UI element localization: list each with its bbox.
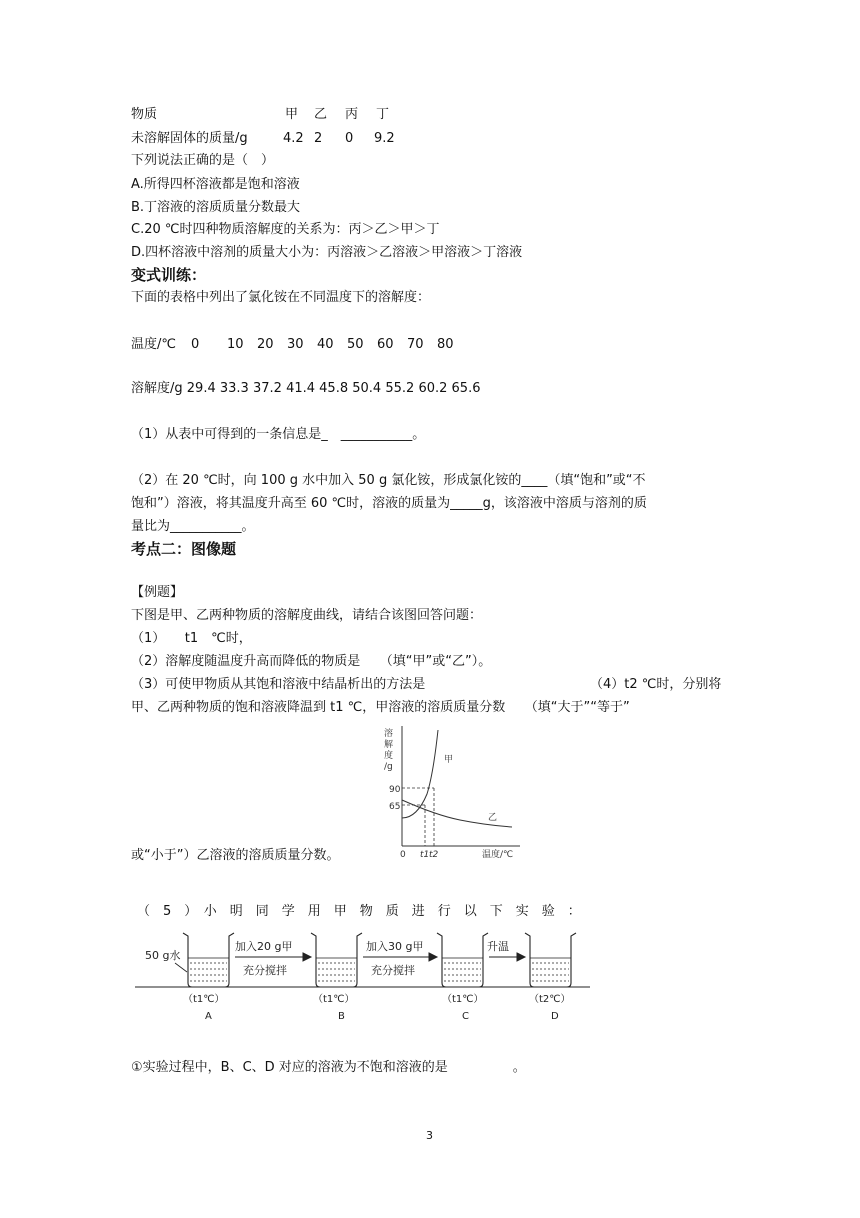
page-number: 3	[426, 1129, 433, 1142]
beaker-d-temp: （t2℃）	[529, 994, 571, 1005]
option-c: C.20 ℃时四种物质溶解度的关系为：丙＞乙＞甲＞丁	[131, 222, 440, 237]
table-1-header-cell: 丁	[376, 107, 390, 122]
y-tick-90: 90	[389, 785, 401, 795]
variant-q2-line3: 量比为___________。	[131, 519, 255, 534]
beaker-c-label: C	[462, 1011, 469, 1022]
sol-cell: 50.4	[352, 381, 382, 396]
section-2-q5-sub1: ①实验过程中，B、C、D 对应的溶液为不饱和溶液的是 。	[131, 1060, 526, 1075]
section-2-q4-line2: 甲、乙两种物质的饱和溶液降温到 t1 ℃，甲溶液的溶质质量分数 （填“大于”“等于”	[131, 700, 630, 715]
section-2-q5: （ 5 ） 小 明 同 学 用 甲 物 质 进 行 以 下 实 验 ：	[137, 904, 581, 919]
curve-b-label: 乙	[488, 813, 498, 823]
beaker-a	[183, 933, 234, 987]
step-1-bottom: 充分搅拌	[243, 964, 287, 977]
section-2-q3: （3）可使甲物质从其饱和溶液中结晶析出的方法是	[131, 677, 426, 692]
beaker-c	[437, 933, 488, 987]
section-2-q2: （2）溶解度随温度升高而降低的物质是 （填“甲”或“乙”）。	[131, 654, 492, 669]
variant-q2-line2: 饱和”）溶液，将其温度升高至 60 ℃时，溶液的质量为_____g，该溶液中溶质与溶剂的质	[131, 496, 647, 511]
beaker-a-label: A	[205, 1011, 212, 1022]
variant-intro: 下面的表格中列出了氯化铵在不同温度下的溶解度：	[131, 290, 431, 305]
x-axis-label: 温度/℃	[482, 850, 514, 860]
temp-cell: 0	[191, 337, 200, 352]
sol-cell: 41.4	[286, 381, 316, 396]
solubility-row-label: 溶解度/g	[131, 381, 183, 396]
option-a: A.所得四杯溶液都是饱和溶液	[131, 177, 300, 192]
table-1-header-cell: 甲	[285, 107, 299, 122]
section-2-heading: 考点二：图像题	[131, 540, 237, 558]
solubility-row	[131, 380, 480, 398]
variant-heading: 变式训练：	[131, 266, 207, 284]
y-label-char: 度	[384, 751, 394, 761]
y-label-char: /g	[384, 762, 393, 772]
step-1-top: 加入20 g甲	[235, 940, 293, 953]
y-label-char: 溶	[384, 729, 394, 739]
x-tick-t1: t1	[420, 850, 430, 860]
variant-q2-line1: （2）在 20 ℃时，向 100 g 水中加入 50 g 氯化铵，形成氯化铵的____（填“饱和”或“不	[131, 473, 646, 488]
temp-cell: 60	[377, 337, 394, 352]
section-2-q1: （1） t1 ℃时，	[131, 631, 252, 646]
step-3-top: 升温	[487, 940, 509, 953]
beaker-b	[311, 933, 362, 987]
temp-cell: 70	[407, 337, 424, 352]
y-label-char: 解	[384, 740, 394, 750]
step-2-bottom: 充分搅拌	[371, 964, 415, 977]
option-d: D.四杯溶液中溶剂的质量大小为：丙溶液＞乙溶液＞甲溶液＞丁溶液	[131, 245, 523, 260]
table-1-header-cell: 乙	[314, 107, 328, 122]
sol-cell: 37.2	[252, 381, 282, 396]
curve-a-label: 甲	[444, 755, 454, 765]
question-prompt: 下列说法正确的是（ ）	[131, 153, 275, 168]
section-2-q4-line3: 或“小于”）乙溶液的溶质质量分数。	[131, 848, 340, 863]
temp-cell: 30	[287, 337, 304, 352]
sol-cell: 45.8	[319, 381, 349, 396]
temp-cell: 20	[257, 337, 274, 352]
temp-row	[131, 336, 467, 354]
option-b: B.丁溶液的溶质质量分数最大	[131, 200, 301, 215]
beaker-d	[525, 933, 576, 987]
sol-cell: 29.4	[186, 381, 216, 396]
table-1-cell: 4.2	[283, 131, 304, 146]
experiment-diagram	[135, 925, 595, 1025]
example-label: 【例题】	[131, 585, 184, 600]
temp-cell: 40	[317, 337, 334, 352]
sol-cell: 55.2	[385, 381, 415, 396]
beaker-d-label: D	[551, 1011, 559, 1022]
sol-cell: 65.6	[451, 381, 481, 396]
temp-cell: 80	[437, 337, 454, 352]
y-tick-65: 65	[389, 802, 401, 812]
table-1-cell: 9.2	[374, 131, 395, 146]
x-origin: 0	[400, 850, 406, 860]
section-2-intro: 下图是甲、乙两种物质的溶解度曲线，请结合该图回答问题：	[131, 608, 483, 623]
table-1-row-label: 未溶解固体的质量/g	[131, 131, 248, 146]
variant-q1: （1）从表中可得到的一条信息是_ ___________。	[131, 427, 426, 442]
temp-cell: 50	[347, 337, 364, 352]
beaker-a-temp: （t1℃）	[183, 994, 225, 1005]
table-1-header-cell: 丙	[345, 107, 359, 122]
sol-cell: 33.3	[219, 381, 249, 396]
table-1-cell: 0	[345, 131, 354, 146]
table-1-header-label: 物质	[131, 107, 158, 122]
solubility-curve-diagram	[380, 722, 530, 868]
sol-cell: 60.2	[418, 381, 448, 396]
x-tick-t2: t2	[429, 850, 439, 860]
temp-cell: 10	[227, 337, 244, 352]
beaker-b-temp: （t1℃）	[313, 994, 355, 1005]
beaker-c-temp: （t1℃）	[442, 994, 484, 1005]
water-label: 50 g水	[145, 949, 181, 962]
temp-row-label: 温度/℃	[131, 337, 176, 352]
step-2-top: 加入30 g甲	[366, 940, 424, 953]
beaker-b-label: B	[338, 1011, 345, 1022]
section-2-q4-start: （4）t2 ℃时，分别将	[590, 677, 722, 692]
table-1-cell: 2	[314, 131, 323, 146]
